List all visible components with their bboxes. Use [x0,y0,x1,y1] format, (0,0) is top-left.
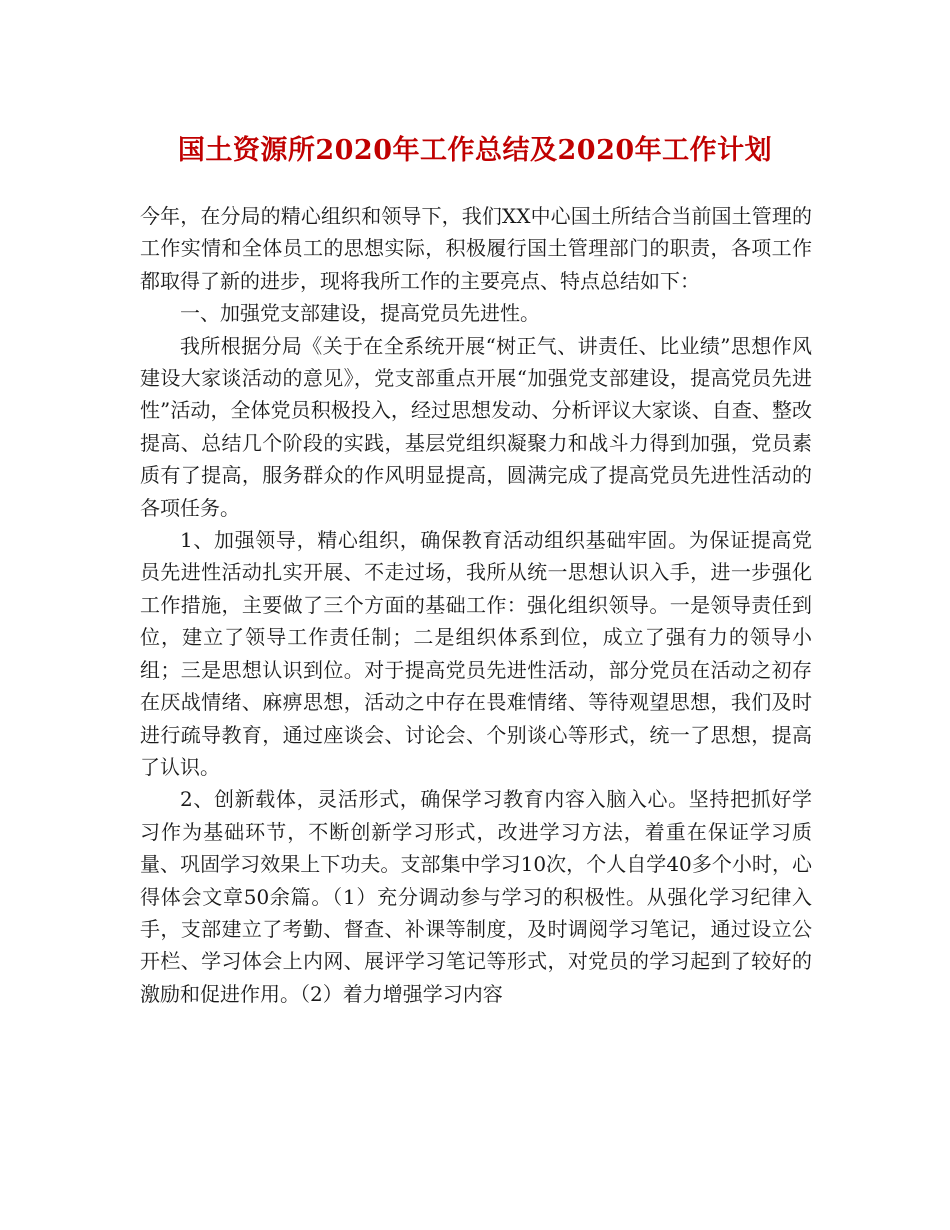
document-title: 国土资源所2020年工作总结及2020年工作计划 [177,135,773,166]
paragraph-intro: 今年，在分局的精心组织和领导下，我们XX中心国土所结合当前国土管理的工作实情和全体员工的思想实际，积极履行国土管理部门的职责，各项工作都取得了新的进步，现将我所工作的主要亮点、特点总结如下： [140,204,812,293]
document-body [140,200,812,1010]
paragraph-item-2: 2、创新载体，灵活形式，确保学习教育内容入脑入心。坚持把抓好学习作为基础环节，不断创新学习形式，改进学习方法，着重在保证学习质量、巩固学习效果上下功夫。支部集中学习10次，个人自学40多个小时，心得体会文章50余篇。（1）充分调动参与学习的积极性。从强化学习纪律入手，支部建立了考勤、督查、补课等制度，及时调阅学习笔记，通过设立公开栏、学习体会上内网、展评学习笔记等形式，对党员的学习起到了较好的激励和促进作用。（2）着力增强学习内容 [140,787,812,1006]
paragraph-party-branch: 我所根据分局《关于在全系统开展“树正气、讲责任、比业绩”思想作风建设大家谈活动的意见》，党支部重点开展“加强党支部建设，提高党员先进性”活动，全体党员积极投入，经过思想发动、分析评议大家谈、自查、整改提高、总结几个阶段的实践，基层党组织凝聚力和战斗力得到加强，党员素质有了提高，服务群众的作风明显提高，圆满完成了提高党员先进性活动的各项任务。 [140,333,812,520]
paragraph-item-1: 1、加强领导，精心组织，确保教育活动组织基础牢固。为保证提高党员先进性活动扎实开展、不走过场，我所从统一思想认识入手，进一步强化工作措施，主要做了三个方面的基础工作：强化组织领导。一是领导责任到位，建立了领导工作责任制；二是组织体系到位，成立了强有力的领导小组；三是思想认识到位。对于提高党员先进性活动，部分党员在活动之初存在厌战情绪、麻痹思想，活动之中存在畏难情绪、等待观望思想，我们及时进行疏导教育，通过座谈会、讨论会、个别谈心等形式，统一了思想，提高了认识。 [140,528,812,779]
paragraph-section-heading: 一、加强党支部建设，提高党员先进性。 [180,301,540,326]
